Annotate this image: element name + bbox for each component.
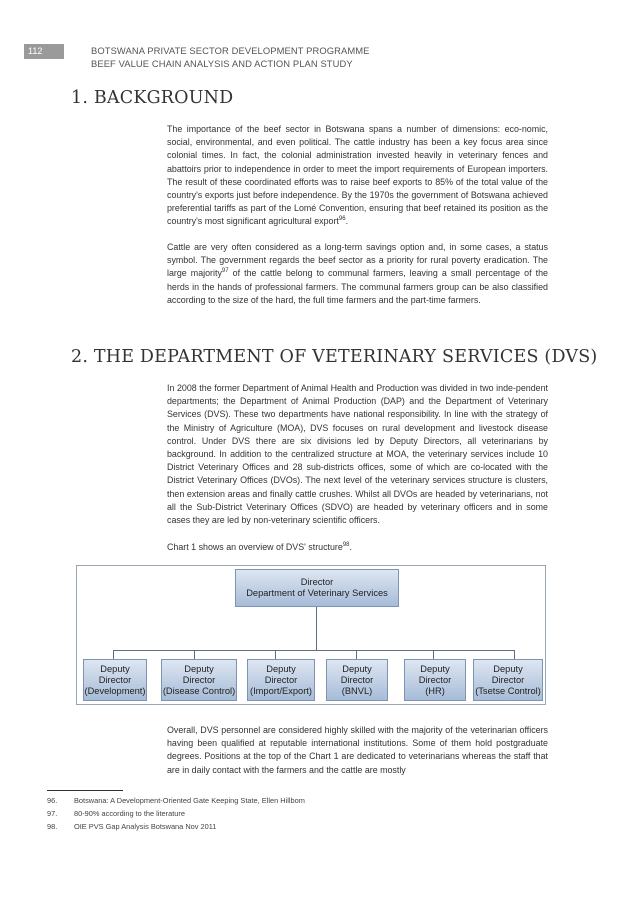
- background-paragraph-1: The importance of the beef sector in Botswana spans a number of dimensions: eco-nomic, social, environmental, and even political. The cattle industry has been a key focus area since colonial times. In fact, the colonial administration invested heavily in veterinary fences and abattoirs prior to independence in order to meet the import requirements of European importers. The result of these coordinated efforts was to raise beef exports to 85% of the total value of the country's exports just before independence. By the 1970s the government of Botswana achieved preferential tariffs as part of the Lomé Convention, ensuring that beef retained its position as the country's most significant agricultural export$^{96}$.: [167, 124, 548, 227]
- deputy-director-development-box: Deputy Director (Development): [83, 659, 147, 701]
- section-title-dvs: 2. THE DEPARTMENT OF VETERINARY SERVICES (DVS): [71, 347, 598, 367]
- director-box: Director Department of Veterinary Services: [235, 569, 399, 607]
- connector-drop: [433, 650, 434, 659]
- running-head-line1: BOTSWANA PRIVATE SECTOR DEVELOPMENT PROGRAMME: [91, 45, 370, 56]
- connector-horizontal: [113, 650, 514, 651]
- connector-drop: [275, 650, 276, 659]
- connector-drop: [194, 650, 195, 659]
- deputy-director-import-export-box: Deputy Director (Import/Export): [247, 659, 315, 701]
- connector-drop: [113, 650, 114, 659]
- footnote-96: 96. Botswana: A Development-Oriented Gate Keeping State, Ellen Hillbom: [47, 796, 305, 805]
- running-head-line2: BEEF VALUE CHAIN ANALYSIS AND ACTION PLAN STUDY: [91, 58, 353, 69]
- dvs-paragraph-3: Overall, DVS personnel are considered highly skilled with the majority of the veterinarian officers having been qualified at reputable international institutions. Some of them hold postgraduate degrees. Positions at the top of the Chart 1 are dedicated to veterinarians whereas the staff that are in daily contact with the farmers and the cattle are mostly: [167, 725, 548, 775]
- page-number: 112: [24, 44, 64, 59]
- org-chart: [76, 565, 546, 705]
- running-head: [91, 44, 370, 70]
- section-title-background: 1. BACKGROUND: [71, 88, 234, 108]
- deputy-director-hr-box: Deputy Director (HR): [404, 659, 466, 701]
- footnote-98: 98. OIE PVS Gap Analysis Botswana Nov 2011: [47, 822, 217, 831]
- background-paragraph-2: Cattle are very often considered as a long-term savings option and, in some cases, a status symbol. The government regards the beef sector as a priority for rural poverty eradication. The large majority$^{97}$ of the cattle belong to communal farmers, leaving a small percentage of the herds in the hands of professional farmers. The communal farmers group can be also classified according to the size of the hard, the full time farmers and the part-time farmers.: [167, 242, 548, 305]
- deputy-director-bnvl-box: Deputy Director (BNVL): [326, 659, 388, 701]
- dvs-paragraph-1: In 2008 the former Department of Animal Health and Production was divided in two inde-pendent departments; the Department of Animal Production (DAP) and the Department of Veterinary Services (DVS). These two departments have national responsibility. In line with the strategy of the Ministry of Agriculture (MOA), DVS focuses on rural development and livestock disease control. Under DVS there are six divisions led by Deputy Directors, all veterinarians by background. In addition to the centralized structure at MOA, the veterinary services include 10 District Veterinary Offices and 28 sub-districts offices, some of which are co-located with the District Veterinary Offices (DVOs). The next level of the veterinary services structure is clusters, then extension areas and finally cattle crushes. Whilst all DVOs are headed by veterinarians, not all the Sub-District Veterinary Offices (SDVO) are headed by veterinary officers and in some cases they are led by non-veterinary scientific officers.: [167, 383, 548, 526]
- deputy-director-disease-control-box: Deputy Director (Disease Control): [161, 659, 237, 701]
- deputy-director-tsetse-control-box: Deputy Director (Tsetse Control): [473, 659, 543, 701]
- footnote-97: 97. 80-90% according to the literature: [47, 809, 185, 818]
- connector-drop: [356, 650, 357, 659]
- footnote-rule: [47, 790, 123, 791]
- connector-drop: [514, 650, 515, 659]
- connector-vertical: [316, 607, 317, 651]
- dvs-chart-reference: Chart 1 shows an overview of DVS' structure$^{98}$.: [167, 542, 352, 552]
